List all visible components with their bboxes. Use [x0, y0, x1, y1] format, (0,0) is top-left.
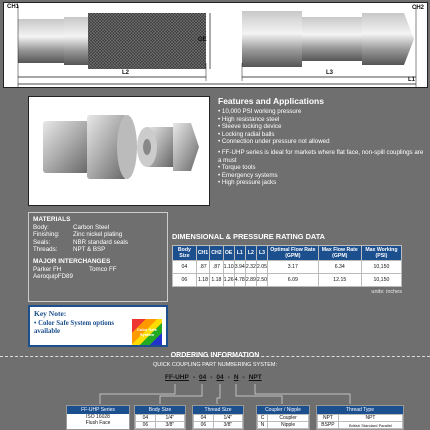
application-item: • Torque tools	[218, 164, 426, 172]
thread-type-box	[316, 405, 404, 430]
features-section	[218, 96, 426, 187]
label-l1: L1	[408, 77, 416, 83]
code-thread: 04	[216, 374, 224, 381]
table-title: DIMENSIONAL & PRESSURE RATING DATA	[172, 232, 326, 241]
coupler-nipple-header: Coupler / Nipple	[257, 406, 309, 414]
code-thread-type: NPT	[248, 374, 262, 381]
color-safe-logo	[132, 319, 162, 345]
color-safe-logo-text: Color Safe System	[136, 327, 157, 337]
body-size-box	[134, 405, 186, 430]
label-oe: OE	[198, 37, 207, 43]
series-line: Flush Face	[85, 420, 111, 426]
material-row: Finishing: Zinc nickel plating	[33, 231, 123, 239]
material-row: Seals: NBR standard seals	[33, 238, 129, 246]
thread-type-table: NPT NPT BSPP British Standard Parallel	[317, 414, 403, 429]
body-size-table: 04 1/4" 06 3/8"	[135, 414, 185, 429]
thread-size-table: 04 1/4" 06 3/8"	[193, 414, 243, 429]
part-number-code: FF-UHP - 04 - 04 - N - NPT	[165, 374, 262, 381]
interchange-row: Parker FH Tomco FF	[33, 265, 117, 273]
thread-type-header: Thread Type	[317, 406, 403, 414]
key-note-box	[28, 305, 168, 347]
application-item: • High pressure jacks	[218, 179, 426, 187]
code-body: 04	[199, 374, 207, 381]
interchanges-title: MAJOR INTERCHANGES	[33, 257, 111, 265]
couplings-photo	[29, 97, 209, 205]
coupler-nipple-box	[256, 405, 310, 430]
application-item: • FF-UHP series is ideal for markets where flat face, non-spill couplings are a must	[218, 149, 426, 164]
label-l2: L2	[122, 70, 130, 76]
spec-table-section	[172, 232, 428, 295]
thread-size-box	[192, 405, 244, 430]
interchange-row: AeroquipFD89	[33, 273, 73, 281]
series-header: FF-UHP Series	[67, 406, 129, 414]
code-type: N	[233, 374, 239, 381]
series-line: ISO 16028	[86, 414, 110, 420]
materials-title: MATERIALS	[33, 216, 71, 223]
key-note-text: • Color Safe System options available	[34, 320, 115, 335]
table-row: 04 .87 .87 1.10 3.94 2.32 2.05 3.17 6.34 10,150	[173, 261, 402, 274]
coupling-illustration	[4, 3, 429, 89]
body-size-header: Body Size	[135, 406, 185, 414]
table-row: 06 1.18 1.18 1.26 4.78 2.89 2.50 6.09 12.15 10,150	[173, 274, 402, 287]
ordering-title: ORDERING INFORMATION	[170, 352, 260, 359]
thread-size-header: Thread Size	[193, 406, 243, 414]
features-title: Features and Applications	[218, 96, 324, 106]
coupling-drawing	[3, 2, 428, 88]
feature-item: • 10,000 PSI working pressure	[218, 108, 426, 116]
feature-item: • Locking radial balls	[218, 131, 426, 139]
applications-list	[218, 149, 426, 187]
material-row: Threads: NPT & BSP	[33, 246, 106, 254]
table-header-row: Body Size CH1 CH2 OE L1 L2 L3 Optimal Flow Rate (GPM) Max Flow Rate (GPM) Max Working (PSI)	[173, 246, 402, 261]
product-photo	[28, 96, 210, 206]
ordering-subtitle: QUICK COUPLING PART NUMBERING SYSTEM:	[152, 362, 278, 368]
code-series: FF-UHP	[165, 374, 189, 381]
units-note: units: inches	[371, 289, 402, 295]
materials-box	[28, 212, 168, 302]
feature-item: • High resistance steel	[218, 116, 426, 124]
coupler-nipple-table: C Coupler N Nipple	[257, 414, 309, 429]
material-row: Body: Carbon Steel	[33, 224, 110, 231]
label-ch2: CH2	[412, 5, 425, 11]
series-box	[66, 405, 130, 430]
label-ch1: CH1	[7, 4, 20, 10]
features-list	[218, 108, 426, 146]
application-item: • Emergency systems	[218, 172, 426, 180]
feature-item: • Sleeve locking device	[218, 123, 426, 131]
key-note-title: Key Note:	[34, 309, 67, 318]
spec-table	[172, 245, 402, 287]
feature-item: • Connection under pressure not allowed	[218, 138, 426, 146]
label-l3: L3	[326, 70, 334, 76]
